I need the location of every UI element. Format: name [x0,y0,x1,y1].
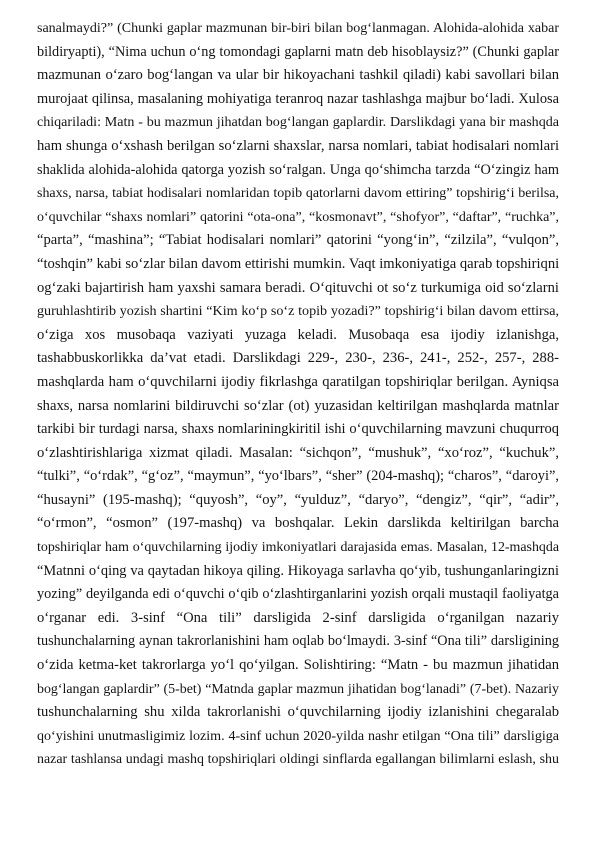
text-line: “parta”, “mashina”; “Tabiat hodisalari nomlari” qatorini “yong‘in”, “zilzila”, “vulqon”, [37,232,559,249]
text-line: bildiryapti), “Nima uchun o‘ng tomondagi gaplarni matn deb hisoblaysiz?” (Chunki gaplar [37,43,559,60]
text-line: murojaat qilinsa, masalaning mohiyatiga teranroq nazar tashlashga majbur bo‘ladi. Xulosa [37,90,559,107]
text-line: o‘ziga xos musobaqa vaziyati yuzaga keladi. Musobaqa esa ijodiy izlanishga, [37,326,559,343]
text-line: tushunchalarning shu xilda takrorlanishi o‘quvchilarning ijodiy izlanishini chegaralab [37,704,559,721]
text-line: yozing” deyilganda edi o‘quvchi o‘qib o‘zlashtirganlarini yozish orqali mustaqil faoliyatga [37,586,559,603]
text-line: shaxs, narsa, tabiat hodisalari nomlaridan topib qatorlarni davom ettiring” topshirig‘i berilsa, [37,186,559,202]
text-line: nazar tashlansa undagi mashq topshiriqlari oldingi sinflarda egallangan bilimlarni eslash, shu [37,752,559,768]
text-line: “Matnni o‘qing va qaytadan hikoya qiling. Hikoyaga sarlavha qo‘yib, tushunganlaringizni [37,562,559,579]
text-line: ham shunga o‘xshash berilgan so‘zlarni shaxslar, narsa nomlari, tabiat hodisalari nomlari [37,137,559,154]
text-line: o‘quvchilar “shaxs nomlari” qatorini “ota-ona”, “kosmonavt”, “shofyor”, “daftar”, “ruchka”, [37,209,559,225]
document-page [37,17,559,772]
text-line: tashabbuskorlikka da’vat etadi. Darslikdagi 229-, 230-, 236-, 241-, 252-, 257-, 288- [37,350,559,367]
text-line: mashqlarda ham o‘quvchilarni ijodiy fikrlashga qaratilgan topshiriqlar berilgan. Ayniqsa [37,373,559,390]
text-line: tushunchalarning aynan takrorlanishini ham oqlab bo‘lmaydi. 3-sinf “Ona tili” darsligining [37,633,559,650]
text-line: chiqariladi: Matn - bu mazmun jihatdan bog‘langan gaplardir. Darslikdagi yana bir mashqda [37,114,559,131]
text-line: og‘zaki bajartirish ham yaxshi samara beradi. O‘qituvchi ot so‘z turkumiga oid so‘zlarni [37,279,559,296]
text-line: “o‘rmon”, “osmon” (197-mashq) va boshqalar. Lekin darslikda keltirilgan barcha [37,515,559,532]
text-line: “toshqin” kabi so‘zlar bilan davom ettirishi mumkin. Vaqt imkoniyatiga qarab topshiriqni [37,255,560,272]
text-line: mazmunan o‘zaro bog‘langan va ular bir hikoyachani tashkil qiladi) kabi savollari bilan [37,67,559,84]
text-line: o‘rganar edi. 3-sinf “Ona tili” darsligida 2-sinf darsligida o‘rganilgan nazariy [37,609,559,626]
text-line: “husayni” (195-mashq); “quyosh”, “oy”, “yulduz”, “daryo”, “dengiz”, “qir”, “adir”, [37,491,559,508]
text-line: o‘zida ketma-ket takrorlarga yo‘l qo‘yilgan. Solishtiring: “Matn - bu mazmun jihatidan [37,657,559,674]
text-line: bog‘langan gaplardir” (5-bet) “Matnda gaplar mazmun jihatidan bog‘lanadi” (7-bet). Nazariy [37,681,559,697]
text-line: shaklida alohida-alohida qatorga yozish so‘ralgan. Unga qo‘shimcha tarzda “O‘zingiz ham [37,161,559,178]
text-line: “tulki”, “o‘rdak”, “g‘oz”, “maymun”, “yo‘lbars”, “sher” (204-mashq); “charos”, “daroyi”, [37,468,559,485]
body-paragraph [37,17,559,772]
text-line: sanalmaydi?” (Chunki gaplar mazmunan bir-biri bilan bog‘lanmagan. Alohida-alohida xabar [37,21,559,36]
text-line: tarkibi bir turdagi narsa, shaxs nomlariningkiritil ishi o‘quvchilarning mavzuni chuqurroq [37,421,559,438]
text-line: guruhlashtirib yozish shartini “Kim ko‘p so‘z topib yozadi?” topshirig‘i bilan davom ettirsa, [37,303,559,320]
text-line: o‘zlashtirishlariga xizmat qiladi. Masalan: “sichqon”, “mushuk”, “xo‘roz”, “kuchuk”, [37,444,559,461]
text-line: shaxs, narsa nomlarini bildiruvchi so‘zlar (ot) yuzasidan keltirilgan mashqlarda matnlar [37,397,559,414]
text-line: topshiriqlar ham o‘quvchilarning ijodiy imkoniyatlari darajasida emas. Masalan, 12-mashqda [37,540,559,556]
text-line: qo‘yishini unutmasligimiz lozim. 4-sinf uchun 2020-yilda nashr etilgan “Ona tili” darsligiga [37,727,559,744]
